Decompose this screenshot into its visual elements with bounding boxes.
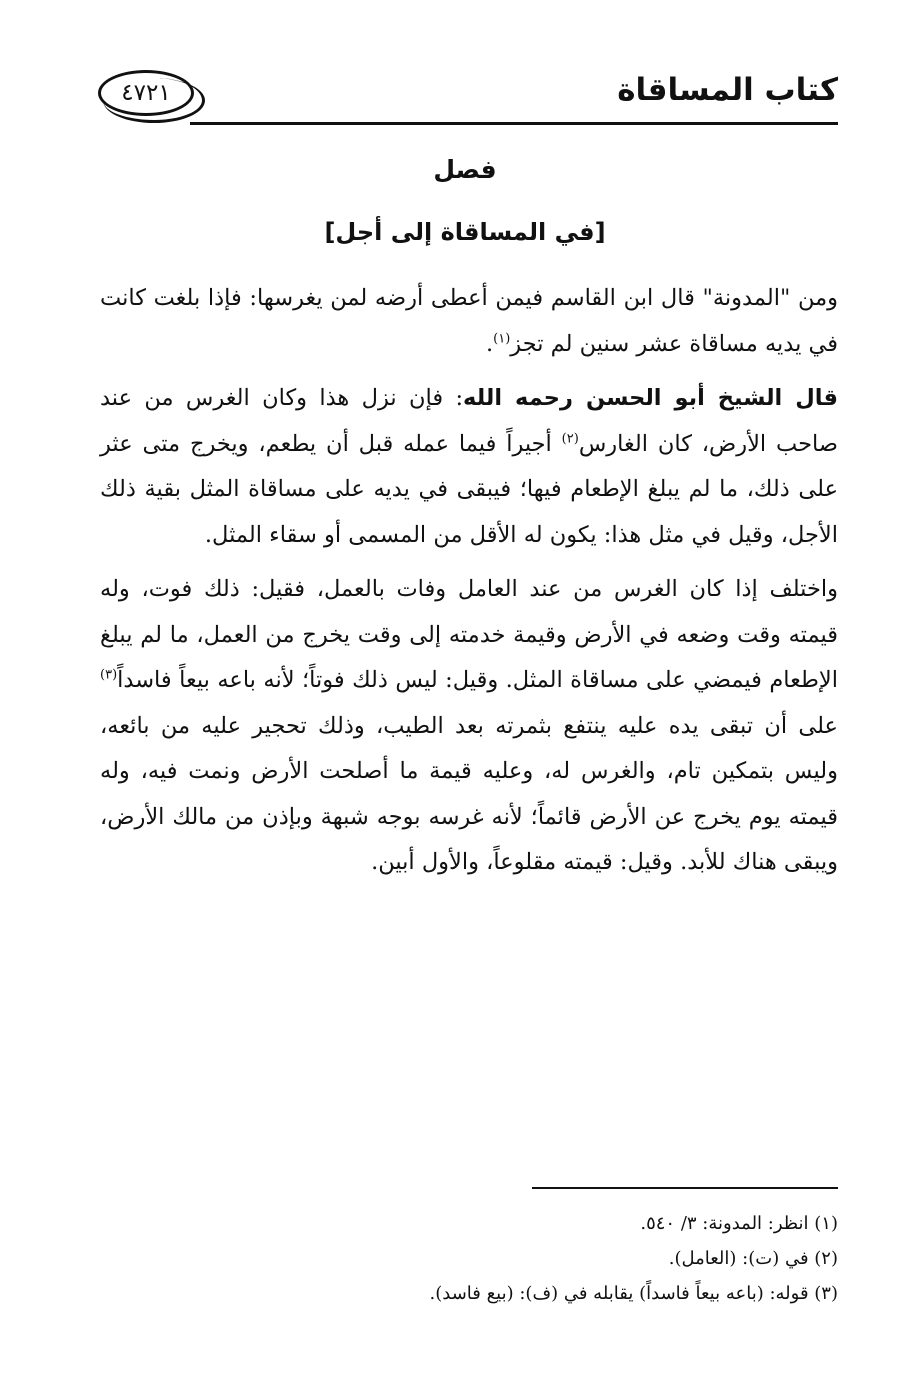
footnote-ref-3: (٣) xyxy=(100,667,118,683)
page-number: ٤٧٢١ xyxy=(98,70,194,116)
paragraph-3-text-b: على أن تبقى يده عليه ينتفع بثمرته بعد الطيب، وذلك تحجير عليه من بائعه، وليس بتمكين تام، والغرس له، وعليه قيمة ما أصلحت الأرض ونمت فيه، وله قيمته يوم يخرج عن الأرض قائماً؛ لأنه غرسه بوجه شبهة وبإذن من مالك الأرض، ويبقى هناك للأبد. وقيل: قيمته مقلوعاً، والأول أبين. xyxy=(100,712,838,875)
footnote-divider xyxy=(532,1187,838,1189)
page-header xyxy=(92,62,838,132)
header-rule xyxy=(190,122,838,125)
paragraph-3 xyxy=(100,567,838,886)
running-title: كتاب المساقاة xyxy=(617,72,838,108)
section-heading: [في المساقاة إلى أجل] xyxy=(324,218,606,246)
paragraph-2-text-b: أجيراً فيما عمله قبل أن يطعم، ويخرج متى عثر على ذلك، ما لم يبلغ الإطعام فيها؛ فيبقى في يديه على مساقاة المثل بقية ذلك الأجل، وقيل في مثل هذا: يكون له الأقل من المسمى أو سقاء المثل. xyxy=(100,430,838,548)
paragraph-2 xyxy=(100,376,838,558)
paragraph-2-text-a: : فإن نزل هذا وكان الغرس من عند صاحب الأرض، كان الغارس xyxy=(100,385,838,457)
paragraph-1-end: . xyxy=(486,330,494,357)
footnote-2: (٢) في (ت): (العامل). xyxy=(668,1248,838,1269)
footnote-1: (١) انظر: المدونة: ٣/ ٥٤٠. xyxy=(640,1213,838,1234)
paragraph-1-text: ومن "المدونة" قال ابن القاسم فيمن أعطى أرضه لمن يغرسها: فإذا بلغت كانت في يديه مساقاة عشر سنين لم تجز xyxy=(100,285,838,357)
footnotes xyxy=(100,1206,838,1311)
footnote-3: (٣) قوله: (باعه بيعاً فاسداً) يقابله في (ف): (بيع فاسد). xyxy=(429,1283,838,1304)
paragraph-2-lead: قال الشيخ أبو الحسن رحمه الله xyxy=(463,385,838,411)
paragraph-3-text-a: واختلف إذا كان الغرس من عند العامل وفات بالعمل، فقيل: ذلك فوت، وله قيمته وقت وضعه في الأرض وقيمة خدمته إلى وقت يخرج من العمل، ما لم يبلغ الإطعام فيمضي على مساقاة المثل. وقيل: ليس ذلك فوتاً؛ لأنه باعه بيعاً فاسداً xyxy=(100,576,838,693)
chapter-heading: فصل xyxy=(433,155,497,184)
footnote-ref-1: (١) xyxy=(493,331,511,346)
paragraph-1 xyxy=(100,276,838,367)
main-text xyxy=(100,276,838,895)
footnote-ref-2: (٢) xyxy=(561,431,579,446)
